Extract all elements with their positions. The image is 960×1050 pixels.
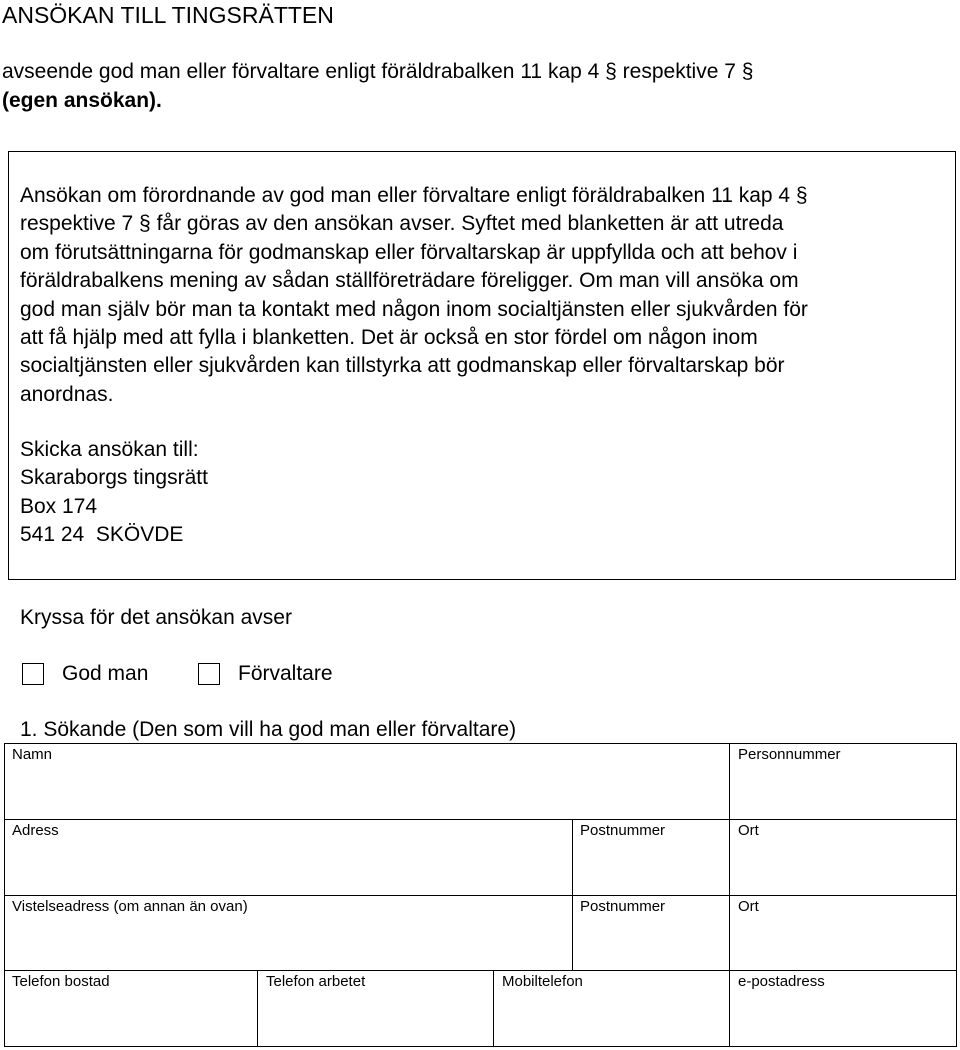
- vistelseadress-label: Vistelseadress (om annan än ovan): [12, 898, 248, 915]
- personnummer-label: Personnummer: [738, 746, 841, 763]
- info-line: god man själv bör man ta kontakt med någon inom socialtjänsten eller sjukvården för: [20, 297, 808, 321]
- ort-field[interactable]: [730, 820, 956, 895]
- ort-2-label: Ort: [738, 898, 759, 915]
- info-line: anordnas.: [20, 382, 114, 406]
- info-line: Ansökan om förordnande av god man eller förvaltare enligt föräldrabalken 11 kap 4 §: [20, 184, 808, 207]
- forvaltare-checkbox[interactable]: [198, 663, 220, 685]
- adress-label: Adress: [12, 822, 59, 839]
- postnummer-2-label: Postnummer: [580, 898, 666, 915]
- info-line: socialtjänsten eller sjukvården kan tillstyrka att godmanskap eller förvaltarskap bör: [20, 354, 785, 378]
- name-field[interactable]: [5, 744, 729, 819]
- choice-prompt: Kryssa för det ansökan avser: [20, 606, 292, 629]
- epost-label: e-postadress: [738, 973, 825, 990]
- court-name: Skaraborgs tingsrätt: [20, 466, 208, 490]
- court-address: [20, 436, 208, 550]
- adress-field[interactable]: [5, 820, 572, 895]
- telefon-bostad-label: Telefon bostad: [12, 973, 110, 990]
- ort-label: Ort: [738, 822, 759, 839]
- god-man-label: God man: [62, 662, 149, 685]
- grid-vline: [956, 743, 957, 1047]
- page-subtitle: [2, 57, 952, 115]
- info-line: om förutsättningarna för godmanskap eller förvaltarskap är uppfyllda och att behov i: [20, 240, 798, 264]
- page-title: ANSÖKAN TILL TINGSRÄTTEN: [2, 2, 334, 28]
- court-postal: 541 24 SKÖVDE: [20, 523, 184, 547]
- postnummer-label: Postnummer: [580, 822, 666, 839]
- subtitle-line: avseende god man eller förvaltare enligt föräldrabalken 11 kap 4 § respektive 7 §: [2, 60, 754, 83]
- mobiltelefon-label: Mobiltelefon: [502, 973, 583, 990]
- info-line: att få hjälp med att fylla i blanketten. Det är också en stor fördel om någon inom: [20, 326, 758, 350]
- court-box: Box 174: [20, 494, 98, 518]
- god-man-checkbox[interactable]: [22, 663, 44, 685]
- name-label: Namn: [12, 746, 53, 763]
- telefon-arbetet-label: Telefon arbetet: [266, 973, 366, 990]
- forvaltare-label: Förvaltare: [238, 662, 333, 685]
- section-1-title: 1. Sökande (Den som vill ha god man eller förvaltare): [20, 718, 517, 741]
- subtitle-line-bold: (egen ansökan).: [2, 89, 162, 112]
- send-to-label: Skicka ansökan till:: [20, 438, 199, 461]
- info-line: respektive 7 § får göras av den ansökan avser. Syftet med blanketten är att utreda: [20, 212, 784, 236]
- info-paragraph: [20, 182, 950, 409]
- ort-2-field[interactable]: [730, 896, 956, 970]
- grid-hline: [4, 1046, 957, 1047]
- info-line: föräldrabalkens mening av sådan ställföreträdare föreligger. Om man vill ansöka om: [20, 269, 799, 293]
